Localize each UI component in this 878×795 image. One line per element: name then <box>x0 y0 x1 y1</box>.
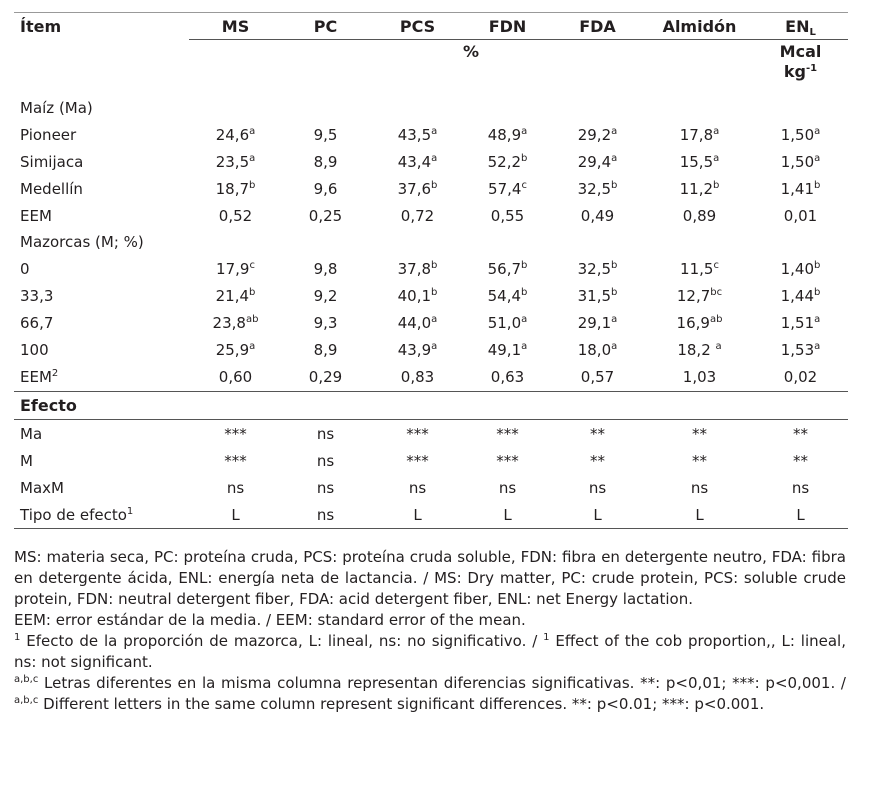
table-row <box>14 363 848 392</box>
cell-letter: b <box>431 179 438 191</box>
cell-letter: a <box>611 313 618 325</box>
cell-letter: a <box>814 125 821 137</box>
table-row <box>14 255 848 282</box>
table-cell: ns <box>316 424 335 443</box>
cell-value: 32,5 <box>577 179 612 198</box>
table-cell: ** <box>793 424 808 443</box>
table-cell <box>369 336 466 363</box>
table-cell <box>189 148 282 175</box>
row-label: EEM <box>20 206 52 225</box>
table-cell: *** <box>406 451 429 470</box>
row-label: Simijaca <box>20 152 84 171</box>
cell-letter: b <box>431 286 438 298</box>
cell-letter: b <box>814 286 821 298</box>
cell-value: 1,41 <box>780 179 815 198</box>
table-cell: ns <box>226 478 245 497</box>
cell-letter: a <box>431 313 438 325</box>
cell-letter: b <box>521 286 528 298</box>
cell-value: 11,2 <box>679 179 714 198</box>
group-maiz-label: Maíz (Ma) <box>20 99 93 117</box>
table-cell: L <box>466 501 549 529</box>
cell-value: 29,4 <box>577 152 612 171</box>
table-cell <box>549 202 646 229</box>
table-cell <box>466 175 549 202</box>
cell-letter: b <box>249 179 256 191</box>
cell-letter: a <box>814 313 821 325</box>
table-cell <box>646 255 753 282</box>
table-cell <box>189 121 282 148</box>
row-label-sup: 2 <box>51 368 59 379</box>
cell-value: 24,6 <box>215 125 250 144</box>
cell-value: 29,1 <box>577 313 612 332</box>
row-label <box>14 447 189 474</box>
cell-value: 15,5 <box>679 152 714 171</box>
cell-value: 9,5 <box>313 125 338 144</box>
table-cell <box>189 282 282 309</box>
cell-value: 8,9 <box>313 340 338 359</box>
table-cell: ns <box>316 478 335 497</box>
table-cell <box>466 255 549 282</box>
table-cell: L <box>369 501 466 529</box>
cell-value: 54,4 <box>487 286 522 305</box>
table-cell: ** <box>590 451 605 470</box>
cell-value: 11,5 <box>680 259 714 278</box>
table-cell <box>549 175 646 202</box>
table-cell: *** <box>224 424 247 443</box>
table-cell: L <box>189 501 282 529</box>
cell-value: 0,52 <box>218 206 253 225</box>
table-cell <box>369 175 466 202</box>
table-cell <box>466 148 549 175</box>
cell-value: 48,9 <box>487 125 522 144</box>
table-cell <box>753 282 848 309</box>
table-cell <box>369 282 466 309</box>
cell-letter: a <box>249 340 256 352</box>
table-cell: ns <box>498 478 517 497</box>
header-pcs: PCS <box>369 13 466 40</box>
cell-letter: a <box>431 125 438 137</box>
cell-value: 43,4 <box>397 152 432 171</box>
cell-value: 51,0 <box>487 313 522 332</box>
table-cell <box>189 202 282 229</box>
cell-value: 1,50 <box>780 152 815 171</box>
header-fda: FDA <box>549 13 646 40</box>
table-cell <box>549 336 646 363</box>
table-cell <box>369 309 466 336</box>
table-cell <box>753 175 848 202</box>
cell-letter: a <box>249 125 256 137</box>
table-cell <box>646 121 753 148</box>
cell-letter: a <box>713 125 720 137</box>
table-cell <box>282 121 369 148</box>
cell-value: 43,9 <box>397 340 432 359</box>
table-cell: 0,63 <box>490 368 525 386</box>
table-cell <box>282 309 369 336</box>
table-cell <box>646 309 753 336</box>
group-mazorcas-label: Mazorcas (M; %) <box>20 233 144 251</box>
table-cell <box>369 255 466 282</box>
table-cell <box>282 282 369 309</box>
cell-letter: a <box>715 340 722 352</box>
table-cell: ns <box>408 478 427 497</box>
cell-letter: b <box>431 259 438 271</box>
cell-value: 25,9 <box>215 340 250 359</box>
cell-letter: b <box>611 286 618 298</box>
cell-value: 1,53 <box>780 340 815 359</box>
row-label: 100 <box>20 340 49 359</box>
table-cell: 0,29 <box>308 368 343 386</box>
cell-value: 12,7 <box>676 286 711 305</box>
note-effect: $^1$ Efecto de la proporción de mazorca, L: lineal, ns: no significativo. / $^1$ Effect of the cob proportion,, L: lineal, ns: not significant. <box>14 632 846 671</box>
table-row <box>14 501 848 529</box>
table-cell <box>753 148 848 175</box>
cell-value: 0,25 <box>308 206 343 225</box>
row-label-text: M <box>20 451 33 470</box>
table-cell <box>646 202 753 229</box>
table-cell <box>753 309 848 336</box>
cell-value: 1,51 <box>780 313 815 332</box>
table-cell: *** <box>496 424 519 443</box>
cell-value: 21,4 <box>215 286 250 305</box>
table-cell: ** <box>692 424 707 443</box>
cell-letter: b <box>611 179 618 191</box>
cell-value: 16,9 <box>676 313 710 332</box>
table-cell <box>189 255 282 282</box>
table-cell: L <box>549 501 646 529</box>
cell-value: 57,4 <box>488 179 522 198</box>
table-cell: *** <box>406 424 429 443</box>
table-cell: L <box>646 501 753 529</box>
cell-letter: a <box>814 152 821 164</box>
cell-letter: b <box>249 286 256 298</box>
table-cell <box>189 336 282 363</box>
cell-value: 0,55 <box>490 206 525 225</box>
table-row <box>14 309 848 336</box>
row-label-sup: 1 <box>126 505 134 517</box>
cell-letter: a <box>611 340 618 352</box>
cell-letter: a <box>521 313 528 325</box>
cell-letter: a <box>611 152 618 164</box>
efecto-row <box>14 392 848 420</box>
table-cell <box>466 121 549 148</box>
cell-letter: a <box>431 340 438 352</box>
header-ms: MS <box>189 13 282 40</box>
row-label: Medellín <box>20 179 83 198</box>
row-label-text: EEM <box>20 368 52 386</box>
cell-value: 56,7 <box>487 259 522 278</box>
table-cell <box>549 309 646 336</box>
table-row <box>14 175 848 202</box>
table-cell <box>753 336 848 363</box>
units-row <box>14 40 848 96</box>
table-cell: ns <box>282 501 369 529</box>
cell-value: 18,2 <box>677 340 716 359</box>
table-row <box>14 447 848 474</box>
table-cell: 0,57 <box>580 368 615 386</box>
cell-letter: bc <box>710 286 723 298</box>
header-fdn: FDN <box>466 13 549 40</box>
cell-letter: b <box>814 179 821 191</box>
table-row <box>14 121 848 148</box>
row-label <box>14 363 189 392</box>
cell-value: 9,3 <box>313 313 338 332</box>
table-cell: *** <box>224 451 247 470</box>
table-cell: ** <box>793 451 808 470</box>
table-cell <box>549 121 646 148</box>
cell-value: 18,7 <box>215 179 250 198</box>
cell-value: 9,2 <box>313 286 338 305</box>
cell-value: 44,0 <box>397 313 432 332</box>
table-cell <box>282 175 369 202</box>
table-cell <box>282 336 369 363</box>
cell-value: 1,40 <box>780 259 815 278</box>
table-cell: ns <box>791 478 810 497</box>
table-cell <box>646 175 753 202</box>
table-cell <box>369 202 466 229</box>
cell-letter: b <box>611 259 618 271</box>
cell-letter: a <box>521 125 528 137</box>
cell-value: 43,5 <box>397 125 432 144</box>
table-cell <box>753 255 848 282</box>
table-cell <box>549 148 646 175</box>
row-label: 0 <box>20 259 30 278</box>
cell-letter: c <box>713 259 719 271</box>
table-cell: ns <box>316 451 335 470</box>
table-cell <box>646 336 753 363</box>
cell-value: 52,2 <box>487 152 522 171</box>
table-cell: 0,02 <box>783 368 818 386</box>
note-abbreviations: MS: materia seca, PC: proteína cruda, PCS: proteína cruda soluble, FDN: fibra en detergente neutro, FDA: fibra en detergente ácida, ENL: energía neta de lactancia. / MS: Dry matter, PC: crude protein, PCS: soluble crude protein, FDN: neutral detergent fiber, FDA: acid detergent fiber, ENL: net Energy lactation. <box>14 548 846 608</box>
cell-letter: a <box>814 340 821 352</box>
table-cell: 1,03 <box>682 368 717 386</box>
cell-value: 8,9 <box>313 152 338 171</box>
cell-value: 0,01 <box>783 206 818 225</box>
cell-value: 1,44 <box>780 286 815 305</box>
cell-value: 18,0 <box>577 340 612 359</box>
row-label: Pioneer <box>20 125 77 144</box>
cell-value: 40,1 <box>397 286 432 305</box>
table-cell <box>549 282 646 309</box>
table-cell: ns <box>690 478 709 497</box>
cell-value: 31,5 <box>577 286 612 305</box>
cell-value: 37,6 <box>397 179 432 198</box>
cell-value: 9,6 <box>313 179 338 198</box>
cell-value: 1,50 <box>780 125 815 144</box>
table-row <box>14 474 848 501</box>
row-label-text: Ma <box>20 424 43 443</box>
cell-value: 17,9 <box>216 259 250 278</box>
cell-letter: c <box>249 259 255 271</box>
table-cell: ** <box>590 424 605 443</box>
cell-letter: b <box>521 259 528 271</box>
table-cell: ns <box>588 478 607 497</box>
cell-value: 0,72 <box>400 206 435 225</box>
table-cell: *** <box>496 451 519 470</box>
cell-letter: a <box>249 152 256 164</box>
table-row <box>14 202 848 229</box>
table-cell <box>369 148 466 175</box>
table-row <box>14 420 848 448</box>
group-mazorcas <box>14 229 848 255</box>
group-maiz <box>14 95 848 121</box>
table-cell <box>466 336 549 363</box>
row-label: 33,3 <box>20 286 54 305</box>
cell-letter: a <box>611 125 618 137</box>
table-cell: L <box>753 501 848 529</box>
cell-letter: a <box>431 152 438 164</box>
table-cell: 0,60 <box>218 368 253 386</box>
cell-letter: b <box>814 259 821 271</box>
header-pc: PC <box>282 13 369 40</box>
table-row <box>14 282 848 309</box>
header-row <box>14 13 848 40</box>
cell-value: 0,89 <box>682 206 717 225</box>
cell-letter: b <box>521 152 528 164</box>
table-cell <box>466 309 549 336</box>
table-cell <box>466 282 549 309</box>
footnotes <box>14 547 846 715</box>
table-cell <box>753 121 848 148</box>
cell-letter: a <box>521 340 528 352</box>
cell-letter: ab <box>709 313 723 325</box>
table-cell: ** <box>692 451 707 470</box>
cell-value: 0,49 <box>580 206 615 225</box>
cell-value: 23,8 <box>212 313 246 332</box>
table-row <box>14 148 848 175</box>
table-cell <box>189 309 282 336</box>
cell-value: 23,5 <box>215 152 250 171</box>
table-cell <box>549 255 646 282</box>
cell-value: 49,1 <box>487 340 522 359</box>
row-label-text: MaxM <box>20 478 64 497</box>
efecto-title: Efecto <box>14 392 848 420</box>
table-cell <box>369 121 466 148</box>
table-cell <box>282 202 369 229</box>
results-table <box>14 12 848 529</box>
units-percent: % <box>189 40 753 96</box>
table-cell <box>753 202 848 229</box>
table-cell <box>189 175 282 202</box>
cell-letter: b <box>713 179 720 191</box>
row-label <box>14 420 189 448</box>
row-label <box>14 474 189 501</box>
cell-value: 32,5 <box>577 259 612 278</box>
header-almidon: Almidón <box>646 13 753 40</box>
table-row <box>14 336 848 363</box>
header-enl: $EN_L$ <box>753 13 848 40</box>
units-mcal: Mcal $kg^{-1}$ <box>753 40 848 96</box>
header-item: Ítem <box>14 13 189 40</box>
cell-letter: ab <box>245 313 259 325</box>
table-cell <box>646 148 753 175</box>
note-eem: EEM: error estándar de la media. / EEM: standard error of the mean. <box>14 611 526 629</box>
table-cell: 0,83 <box>400 368 435 386</box>
table-cell <box>466 202 549 229</box>
row-label-text: Tipo de efecto <box>20 505 127 524</box>
row-label <box>14 501 189 529</box>
cell-value: 17,8 <box>679 125 714 144</box>
note-letters: $^{a,b,c}$ Letras diferentes en la misma columna representan diferencias significativas. **: p<0,01; ***: p<0,001. / $^{a,b,c}$ Different letters in the same column represent significant differences. **: p<0.01; ***: p<0.001. <box>14 674 846 713</box>
table-cell <box>282 148 369 175</box>
cell-value: 29,2 <box>577 125 612 144</box>
table-cell <box>282 255 369 282</box>
row-label: 66,7 <box>20 313 54 332</box>
cell-value: 37,8 <box>397 259 432 278</box>
cell-letter: c <box>521 179 527 191</box>
cell-value: 9,8 <box>313 259 338 278</box>
table-cell <box>646 282 753 309</box>
cell-letter: a <box>713 152 720 164</box>
